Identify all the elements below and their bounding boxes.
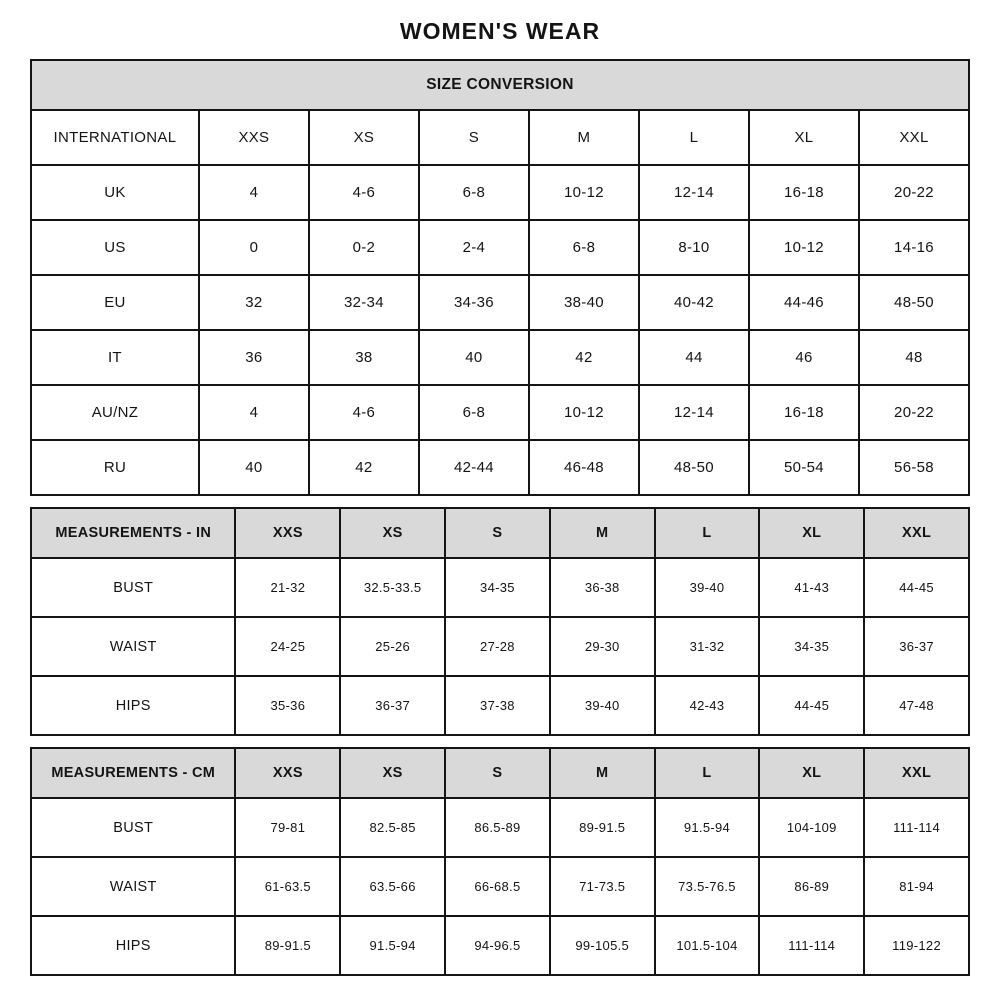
value-cell: 35-36 xyxy=(235,676,340,735)
size-col-header: XL xyxy=(759,748,864,798)
value-cell: 2-4 xyxy=(419,220,529,275)
table-row xyxy=(31,220,969,275)
value-cell: 10-12 xyxy=(529,385,639,440)
value-cell: 32.5-33.5 xyxy=(340,558,445,617)
row-label: WAIST xyxy=(31,617,235,676)
value-cell: 16-18 xyxy=(749,385,859,440)
row-label: BUST xyxy=(31,558,235,617)
value-cell: 86.5-89 xyxy=(445,798,550,857)
value-cell: 71-73.5 xyxy=(550,857,655,916)
table-row xyxy=(31,165,969,220)
table-row xyxy=(31,676,969,735)
size-col-header: XXL xyxy=(859,110,969,165)
header-label: MEASUREMENTS - IN xyxy=(31,508,235,558)
table-row xyxy=(31,617,969,676)
row-label: EU xyxy=(31,275,199,330)
value-cell: 46 xyxy=(749,330,859,385)
value-cell: 14-16 xyxy=(859,220,969,275)
size-col-header: XXL xyxy=(864,508,969,558)
value-cell: 21-32 xyxy=(235,558,340,617)
value-cell: 24-25 xyxy=(235,617,340,676)
size-col-header: L xyxy=(639,110,749,165)
value-cell: 111-114 xyxy=(759,916,864,975)
table-row xyxy=(31,330,969,385)
size-col-header: S xyxy=(445,748,550,798)
size-col-header: XXL xyxy=(864,748,969,798)
value-cell: 94-96.5 xyxy=(445,916,550,975)
value-cell: 111-114 xyxy=(864,798,969,857)
value-cell: 82.5-85 xyxy=(340,798,445,857)
value-cell: 31-32 xyxy=(655,617,760,676)
size-col-header: L xyxy=(655,508,760,558)
size-col-header: XL xyxy=(759,508,864,558)
value-cell: 86-89 xyxy=(759,857,864,916)
value-cell: 44 xyxy=(639,330,749,385)
value-cell: 37-38 xyxy=(445,676,550,735)
value-cell: 89-91.5 xyxy=(235,916,340,975)
value-cell: 4-6 xyxy=(309,385,419,440)
value-cell: 56-58 xyxy=(859,440,969,495)
size-col-header: M xyxy=(550,748,655,798)
value-cell: 8-10 xyxy=(639,220,749,275)
value-cell: 73.5-76.5 xyxy=(655,857,760,916)
value-cell: 34-35 xyxy=(445,558,550,617)
value-cell: 44-46 xyxy=(749,275,859,330)
row-label: AU/NZ xyxy=(31,385,199,440)
measurements-in-table xyxy=(30,507,970,736)
value-cell: 40 xyxy=(199,440,309,495)
row-label: IT xyxy=(31,330,199,385)
value-cell: 16-18 xyxy=(749,165,859,220)
value-cell: 42 xyxy=(529,330,639,385)
table-row xyxy=(31,275,969,330)
table-row xyxy=(31,385,969,440)
value-cell: 10-12 xyxy=(529,165,639,220)
value-cell: 44-45 xyxy=(759,676,864,735)
size-col-header: XXS xyxy=(235,748,340,798)
value-cell: 91.5-94 xyxy=(655,798,760,857)
header-label: MEASUREMENTS - CM xyxy=(31,748,235,798)
row-label: US xyxy=(31,220,199,275)
value-cell: 10-12 xyxy=(749,220,859,275)
value-cell: 20-22 xyxy=(859,385,969,440)
value-cell: 48-50 xyxy=(639,440,749,495)
value-cell: 36-37 xyxy=(340,676,445,735)
value-cell: 6-8 xyxy=(419,165,529,220)
value-cell: 0-2 xyxy=(309,220,419,275)
value-cell: 38-40 xyxy=(529,275,639,330)
value-cell: 48 xyxy=(859,330,969,385)
size-col-header: M xyxy=(529,110,639,165)
value-cell: 104-109 xyxy=(759,798,864,857)
row-label: BUST xyxy=(31,798,235,857)
row-label: UK xyxy=(31,165,199,220)
value-cell: 42-44 xyxy=(419,440,529,495)
value-cell: 89-91.5 xyxy=(550,798,655,857)
size-col-header: S xyxy=(419,110,529,165)
value-cell: 63.5-66 xyxy=(340,857,445,916)
table-row xyxy=(31,440,969,495)
size-col-header: XXS xyxy=(235,508,340,558)
value-cell: 29-30 xyxy=(550,617,655,676)
header-row xyxy=(31,508,969,558)
value-cell: 41-43 xyxy=(759,558,864,617)
size-col-header: XS xyxy=(340,748,445,798)
value-cell: 47-48 xyxy=(864,676,969,735)
value-cell: 32-34 xyxy=(309,275,419,330)
size-col-header: S xyxy=(445,508,550,558)
value-cell: 39-40 xyxy=(550,676,655,735)
value-cell: 25-26 xyxy=(340,617,445,676)
value-cell: 36 xyxy=(199,330,309,385)
row-label: WAIST xyxy=(31,857,235,916)
value-cell: 34-35 xyxy=(759,617,864,676)
header-row xyxy=(31,748,969,798)
table-row xyxy=(31,916,969,975)
size-conversion-table xyxy=(30,59,970,496)
table-row xyxy=(31,558,969,617)
row-label: HIPS xyxy=(31,916,235,975)
page-title: WOMEN'S WEAR xyxy=(399,18,601,44)
value-cell: 27-28 xyxy=(445,617,550,676)
value-cell: 38 xyxy=(309,330,419,385)
size-col-header: XL xyxy=(749,110,859,165)
table-title: SIZE CONVERSION xyxy=(31,60,969,110)
value-cell: 32 xyxy=(199,275,309,330)
value-cell: 66-68.5 xyxy=(445,857,550,916)
value-cell: 12-14 xyxy=(639,385,749,440)
value-cell: 61-63.5 xyxy=(235,857,340,916)
value-cell: 36-38 xyxy=(550,558,655,617)
value-cell: 44-45 xyxy=(864,558,969,617)
header-row xyxy=(31,110,969,165)
size-col-header: XXS xyxy=(199,110,309,165)
value-cell: 119-122 xyxy=(864,916,969,975)
table-row xyxy=(31,798,969,857)
value-cell: 46-48 xyxy=(529,440,639,495)
measurements-cm-table xyxy=(30,747,970,976)
value-cell: 4 xyxy=(199,385,309,440)
table-title-row xyxy=(31,60,969,110)
value-cell: 36-37 xyxy=(864,617,969,676)
value-cell: 42 xyxy=(309,440,419,495)
value-cell: 4 xyxy=(199,165,309,220)
value-cell: 81-94 xyxy=(864,857,969,916)
table-row xyxy=(31,857,969,916)
value-cell: 6-8 xyxy=(529,220,639,275)
header-label: INTERNATIONAL xyxy=(31,110,199,165)
size-col-header: XS xyxy=(309,110,419,165)
size-col-header: M xyxy=(550,508,655,558)
value-cell: 40 xyxy=(419,330,529,385)
value-cell: 12-14 xyxy=(639,165,749,220)
value-cell: 20-22 xyxy=(859,165,969,220)
value-cell: 48-50 xyxy=(859,275,969,330)
value-cell: 0 xyxy=(199,220,309,275)
value-cell: 99-105.5 xyxy=(550,916,655,975)
value-cell: 42-43 xyxy=(655,676,760,735)
value-cell: 101.5-104 xyxy=(655,916,760,975)
value-cell: 4-6 xyxy=(309,165,419,220)
row-label: HIPS xyxy=(31,676,235,735)
value-cell: 40-42 xyxy=(639,275,749,330)
value-cell: 34-36 xyxy=(419,275,529,330)
size-col-header: L xyxy=(655,748,760,798)
value-cell: 6-8 xyxy=(419,385,529,440)
size-col-header: XS xyxy=(340,508,445,558)
value-cell: 39-40 xyxy=(655,558,760,617)
value-cell: 91.5-94 xyxy=(340,916,445,975)
value-cell: 50-54 xyxy=(749,440,859,495)
row-label: RU xyxy=(31,440,199,495)
value-cell: 79-81 xyxy=(235,798,340,857)
